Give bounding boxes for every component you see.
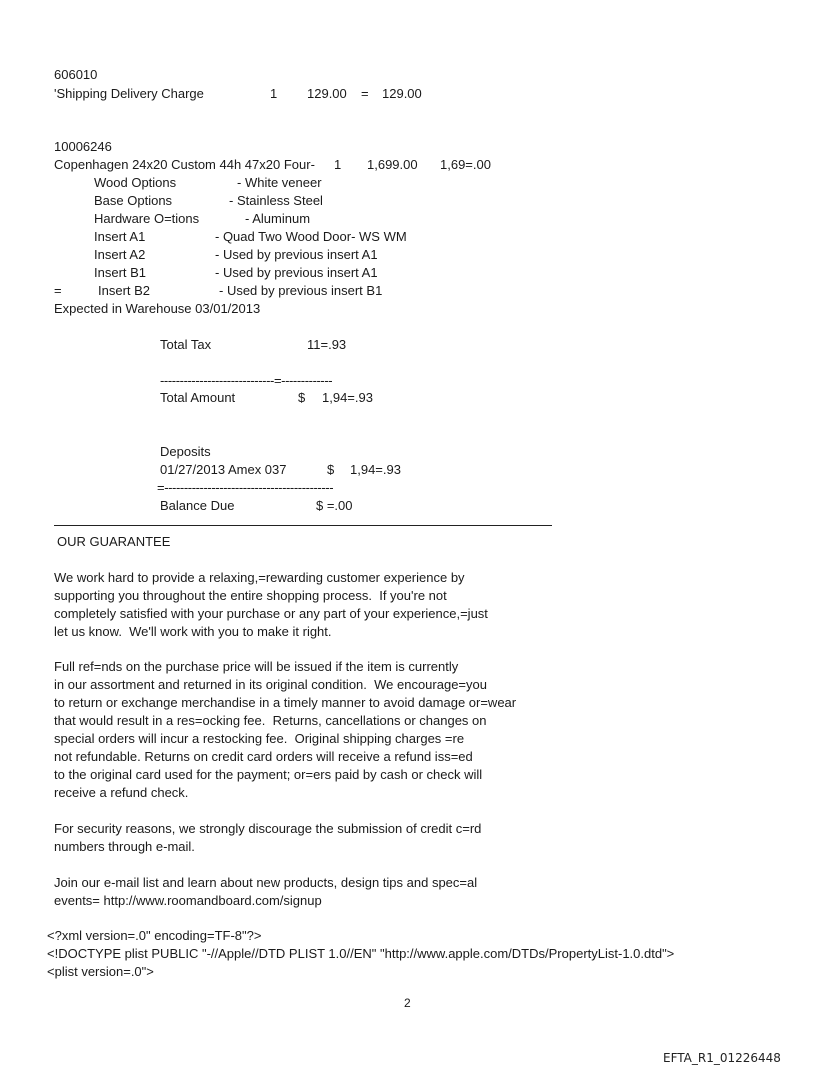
separator: =------------------------------------------- [157,480,334,495]
separator: -----------------------------=------------- [160,373,333,388]
option-label: Hardware O=tions [94,211,200,226]
guarantee-heading: OUR GUARANTEE [57,534,171,549]
total-amount-currency: $ [298,390,306,405]
security-line: numbers through e-mail. [54,839,195,854]
total-tax-value: 11=.93 [307,337,347,352]
xml-line: <?xml version=.0" encoding=TF-8"?> [47,928,262,943]
balance-due-label: Balance Due [160,498,235,513]
option-value: - White veneer [237,175,322,190]
refund-line: to the original card used for the payment; or=ers paid by cash or check will [54,767,483,782]
item-sku: 606010 [54,67,98,82]
deposit-currency: $ [327,462,335,477]
option-value: - Used by previous insert A1 [215,247,378,262]
item-price: 129.00 [307,86,347,101]
guarantee-line: completely satisfied with your purchase or any part of your experience,=just [54,606,488,621]
item-qty: 1 [270,86,278,101]
item-description: 'Shipping Delivery Charge [54,86,204,101]
option-label: Insert A2 [94,247,146,262]
refund-line: in our assortment and returned in its original condition. We encourage=you [54,677,487,692]
deposit-value: 1,94=.93 [350,462,401,477]
item-qty: 1 [334,157,342,172]
guarantee-line: We work hard to provide a relaxing,=rewarding customer experience by [54,570,465,585]
refund-line: to return or exchange merchandise in a timely manner to avoid damage or=wear [54,695,517,710]
option-label: Insert B2 [98,283,151,298]
xml-line: <plist version=.0"> [47,964,154,979]
deposit-line: 01/27/2013 Amex 037 [160,462,287,477]
option-label: Base Options [94,193,173,208]
refund-line: receive a refund check. [54,785,189,800]
guarantee-line: let us know. We'll work with you to make it right. [54,624,332,639]
item-total: 1,69=.00 [440,157,491,172]
guarantee-line: supporting you throughout the entire shopping process. If you're not [54,588,447,603]
xml-line: <!DOCTYPE plist PUBLIC "-//Apple//DTD PLIST 1.0//EN" "http://www.apple.com/DTDs/PropertyList-1.0.dtd"> [47,946,675,961]
deposits-label: Deposits [160,444,211,459]
option-value: - Stainless Steel [229,193,323,208]
total-amount-label: Total Amount [160,390,236,405]
item-equals: = [361,86,369,101]
page-number: 2 [404,996,411,1010]
total-tax-label: Total Tax [160,337,212,352]
refund-line: not refundable. Returns on credit card orders will receive a refund iss=ed [54,749,473,764]
item-description: Copenhagen 24x20 Custom 44h 47x20 Four- [54,157,315,172]
signup-line: Join our e-mail list and learn about new products, design tips and spec=al [54,875,478,890]
option-value: - Aluminum [245,211,311,226]
divider [54,525,552,526]
item-sku: 10006246 [54,139,112,154]
option-value: - Quad Two Wood Door- WS WM [215,229,407,244]
expected-date: Expected in Warehouse 03/01/2013 [54,301,261,316]
item-total: 129.00 [382,86,422,101]
document-id: EFTA_R1_01226448 [663,1051,781,1065]
balance-due-value: $ =.00 [316,498,353,513]
option-value: - Used by previous insert B1 [219,283,383,298]
option-prefix: = [54,283,62,298]
signup-line: events= http://www.roomandboard.com/signup [54,893,322,908]
option-label: Insert B1 [94,265,147,280]
refund-line: that would result in a res=ocking fee. Returns, cancellations or changes on [54,713,487,728]
security-line: For security reasons, we strongly discourage the submission of credit c=rd [54,821,482,836]
refund-line: special orders will incur a restocking fee. Original shipping charges =re [54,731,465,746]
refund-line: Full ref=nds on the purchase price will be issued if the item is currently [54,659,459,674]
option-value: - Used by previous insert A1 [215,265,378,280]
total-amount-value: 1,94=.93 [322,390,373,405]
option-label: Insert A1 [94,229,146,244]
option-label: Wood Options [94,175,177,190]
item-price: 1,699.00 [367,157,418,172]
